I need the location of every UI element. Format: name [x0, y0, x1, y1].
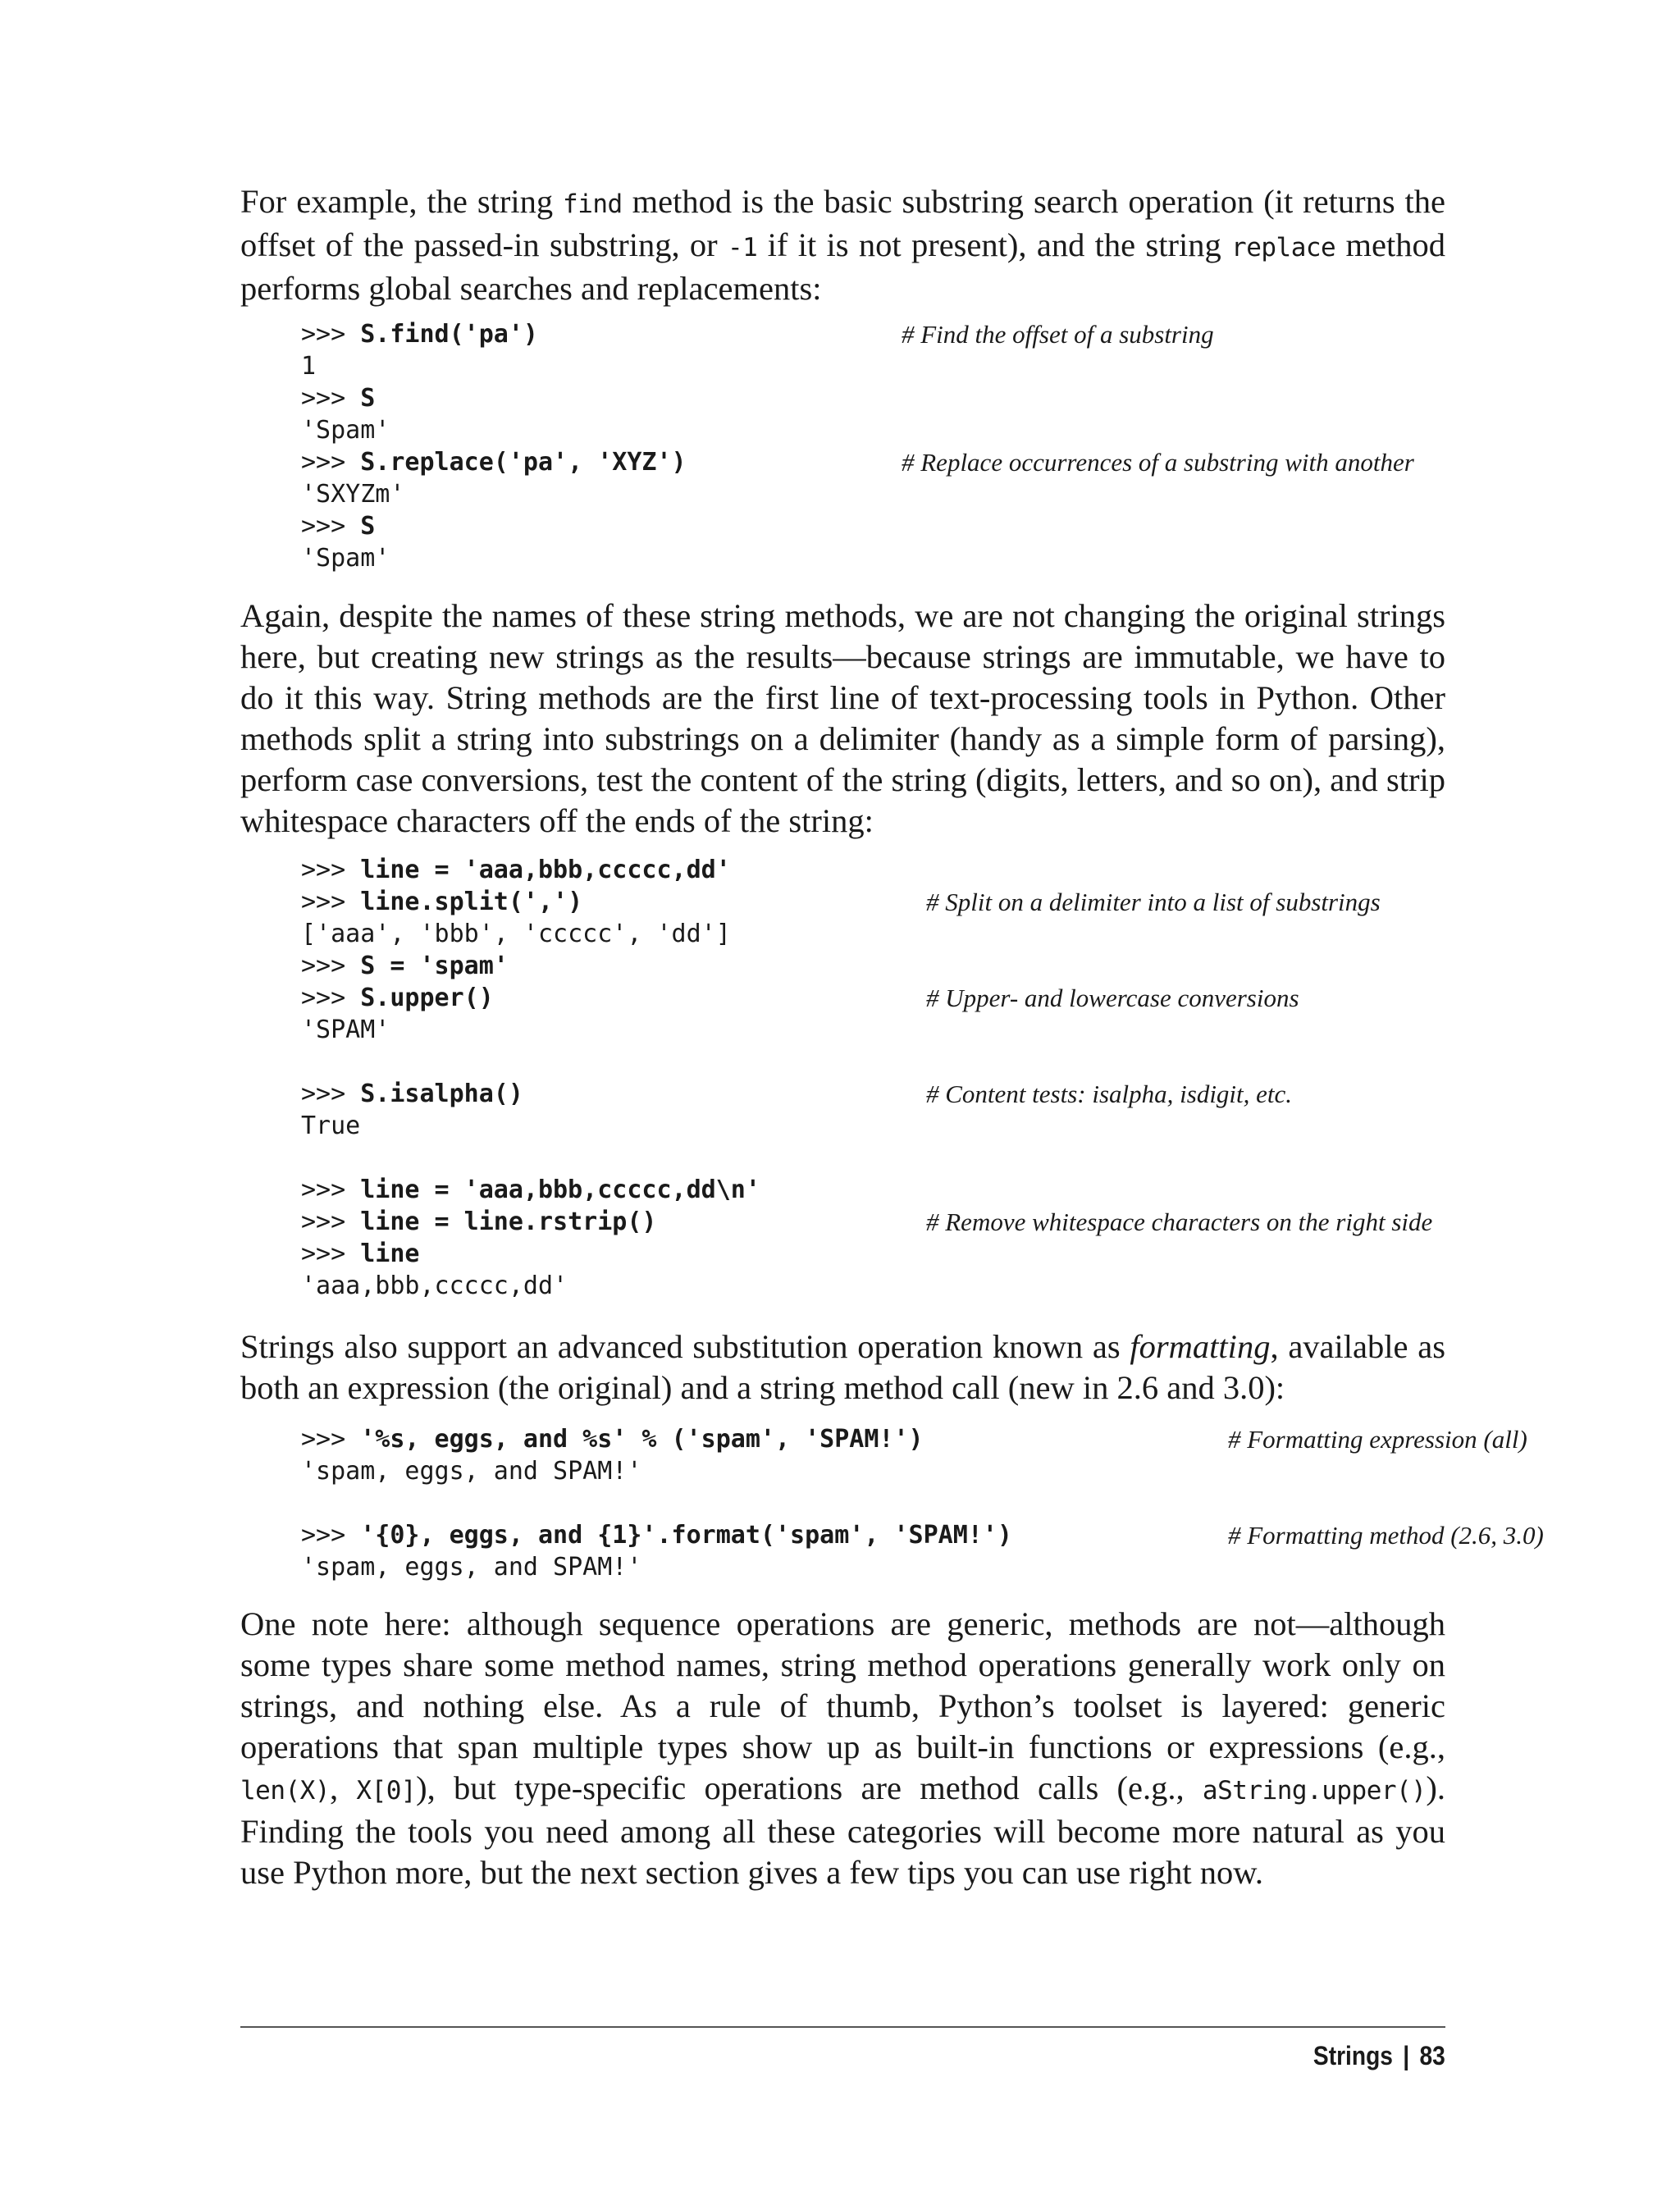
code-prompt: >>> — [301, 1176, 361, 1204]
code-input: S.upper() — [360, 984, 494, 1012]
code-line — [301, 382, 1506, 414]
footer-section-title: Strings — [1313, 2041, 1394, 2070]
code-output: 'spam, eggs, and SPAM!' — [301, 1553, 642, 1582]
para-text: , available as both an expression (the original) and a string method call (new in 2.6 and 3.0): — [240, 1328, 1445, 1406]
code-line — [301, 1078, 1506, 1110]
code-input: S.replace('pa', 'XYZ') — [360, 448, 687, 477]
inline-code-minus-one: -1 — [728, 233, 758, 262]
footer-rule — [240, 2026, 1445, 2028]
inline-code-astring-upper: aString.upper() — [1202, 1776, 1427, 1806]
code-comment: # Upper- and lowercase conversions — [926, 984, 1299, 1012]
paragraph-find-replace — [240, 181, 1445, 309]
code-input: S = 'spam' — [360, 952, 509, 980]
code-output: 'Spam' — [301, 416, 390, 445]
code-block-formatting — [240, 1423, 1544, 1583]
code-comment: # Find the offset of a substring — [902, 320, 1214, 349]
code-prompt: >>> — [301, 952, 361, 980]
code-comment: # Remove whitespace characters on the right side — [926, 1208, 1433, 1236]
code-output: 'aaa,bbb,ccccc,dd' — [301, 1271, 568, 1300]
code-line — [301, 478, 1506, 510]
code-line — [301, 318, 1506, 350]
code-line — [301, 1046, 1506, 1078]
code-prompt: >>> — [301, 984, 361, 1012]
code-line — [301, 1487, 1506, 1519]
code-prompt: >>> — [301, 448, 361, 477]
code-prompt: >>> — [301, 1425, 361, 1454]
code-line — [301, 542, 1506, 574]
para-text: ), but type-specific operations are method calls (e.g., — [416, 1769, 1203, 1806]
code-line — [301, 1238, 1506, 1270]
code-input: '%s, eggs, and %s' % ('spam', 'SPAM!') — [360, 1425, 924, 1454]
code-line — [301, 918, 1506, 950]
code-input: S — [360, 384, 376, 413]
code-line — [301, 510, 1506, 542]
code-prompt: >>> — [301, 1239, 361, 1268]
emphasis-formatting: formatting — [1130, 1328, 1271, 1365]
code-comment: # Formatting expression (all) — [1228, 1425, 1527, 1454]
code-line — [301, 854, 1506, 886]
code-line — [301, 886, 1506, 918]
inline-code-replace: replace — [1231, 233, 1336, 262]
code-line — [301, 1455, 1506, 1487]
code-input: '{0}, eggs, and {1}'.format('spam', 'SPAM!') — [360, 1521, 1012, 1550]
code-prompt: >>> — [301, 1208, 361, 1236]
inline-code-find: find — [563, 189, 623, 219]
code-line — [301, 982, 1506, 1014]
code-output: 'SPAM' — [301, 1016, 390, 1044]
code-prompt: >>> — [301, 512, 361, 541]
para-text: , — [329, 1769, 357, 1806]
para-text: For example, the string — [240, 183, 564, 220]
code-prompt: >>> — [301, 1080, 361, 1108]
paragraph-string-methods — [240, 596, 1445, 842]
code-output: 1 — [301, 352, 317, 381]
code-line — [301, 1014, 1506, 1046]
code-input: S — [360, 512, 376, 541]
code-line — [301, 1206, 1506, 1238]
code-output: 'Spam' — [301, 544, 390, 573]
paragraph-methods-note — [240, 1604, 1445, 1893]
para-text: method is the basic substring search operation (it returns the offset of the passed-in substring, or — [240, 183, 1445, 263]
code-comment: # Content tests: isalpha, isdigit, etc. — [926, 1080, 1293, 1108]
code-line — [301, 1551, 1506, 1583]
code-comment: # Split on a delimiter into a list of substrings — [926, 888, 1381, 916]
code-input: line = 'aaa,bbb,ccccc,dd\n' — [360, 1176, 760, 1204]
para-text: method performs global searches and replacements: — [240, 226, 1446, 307]
code-line — [301, 1423, 1527, 1455]
inline-code-len: len(X) — [240, 1776, 330, 1806]
inline-code-index: X[0] — [356, 1776, 417, 1806]
code-block-split-upper-rstrip — [240, 854, 1506, 1302]
code-prompt: >>> — [301, 888, 361, 916]
para-text: Strings also support an advanced substitution operation known as — [240, 1328, 1130, 1365]
page-number: 83 — [1419, 2041, 1445, 2070]
para-text: One note here: although sequence operations are generic, methods are not—although some types share some method names, string method operations generally work only on strings, and nothing else. As a rule of thumb, Python’s toolset is layered: generic operations that span multiple types show up as built-in functions or expressions (e.g., — [240, 1605, 1445, 1765]
para-text: Again, despite the names of these string methods, we are not changing the original strings here, but creating new strings as the results—because strings are immutable, we have to do it this way. String methods are the first line of text-processing tools in Python. Other methods split a string into substrings on a delimiter (handy as a simple form of parsing), perform case conversions, test the content of the string (digits, letters, and so on), and strip whitespace characters off the ends of the string: — [240, 597, 1445, 839]
code-input: line — [360, 1239, 420, 1268]
code-prompt: >>> — [301, 320, 361, 349]
code-comment: # Replace occurrences of a substring with another — [902, 448, 1414, 477]
code-line — [301, 350, 1506, 382]
code-output: True — [301, 1112, 361, 1140]
code-prompt: >>> — [301, 1521, 361, 1550]
code-input: S.isalpha() — [360, 1080, 523, 1108]
code-block-find-replace — [240, 318, 1506, 574]
page-footer — [1313, 2039, 1445, 2072]
code-input: line = line.rstrip() — [360, 1208, 657, 1236]
code-line — [301, 1270, 1506, 1302]
code-line — [301, 950, 1506, 982]
para-text: if it is not present), and the string — [757, 226, 1232, 263]
code-line — [301, 1174, 1506, 1206]
paragraph-formatting — [240, 1326, 1445, 1408]
code-input: S.find('pa') — [360, 320, 538, 349]
code-comment: # Formatting method (2.6, 3.0) — [1228, 1521, 1544, 1550]
code-output: 'spam, eggs, and SPAM!' — [301, 1457, 642, 1486]
code-input: line = 'aaa,bbb,ccccc,dd' — [360, 856, 731, 884]
footer-separator: | — [1403, 2041, 1410, 2070]
code-line — [301, 1142, 1506, 1174]
para-text: ). Finding the tools you need among all these categories will become more natural as you use Python more, but the next section gives a few tips you can use right now. — [240, 1769, 1446, 1891]
code-output: 'SXYZm' — [301, 480, 405, 509]
code-line — [301, 1519, 1544, 1551]
code-input: line.split(',') — [360, 888, 583, 916]
code-prompt: >>> — [301, 384, 361, 413]
code-line — [301, 446, 1506, 478]
code-line — [301, 414, 1506, 446]
code-prompt: >>> — [301, 856, 361, 884]
code-line — [301, 1110, 1506, 1142]
code-output: ['aaa', 'bbb', 'ccccc', 'dd'] — [301, 920, 731, 948]
